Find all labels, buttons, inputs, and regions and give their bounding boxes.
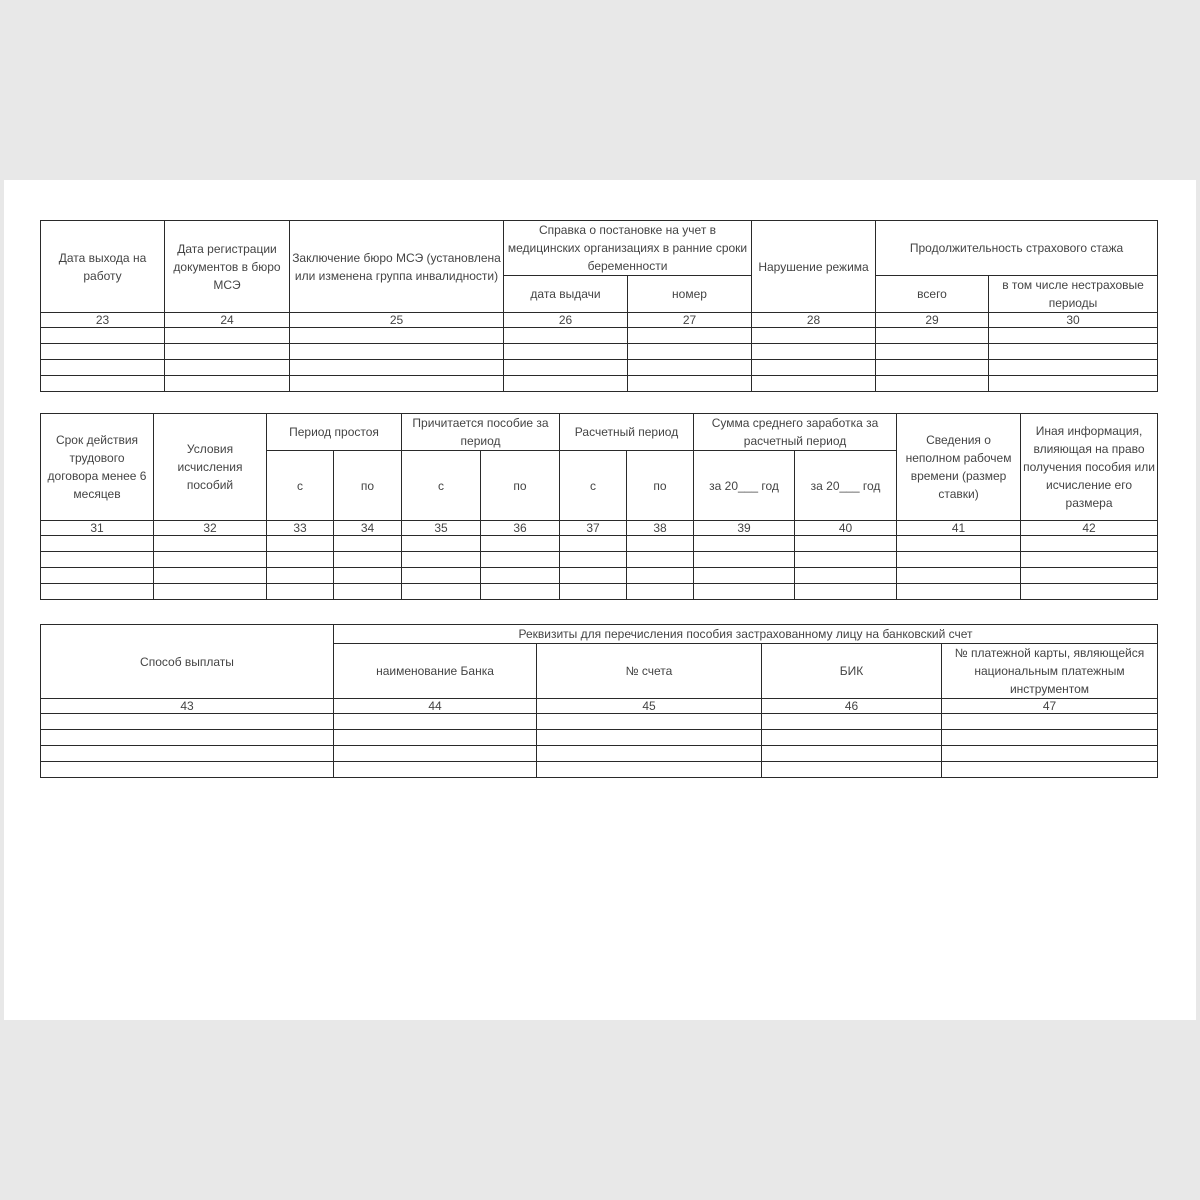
entry-cell[interactable] (290, 360, 504, 376)
entry-cell[interactable] (989, 344, 1158, 360)
column-number: 29 (876, 313, 989, 328)
header-mse-registration-date: Дата регистрации документов в бюро МСЭ (165, 221, 290, 313)
entry-cell[interactable] (795, 568, 897, 584)
column-number: 27 (628, 313, 752, 328)
entry-cell[interactable] (154, 536, 267, 552)
entry-cell[interactable] (481, 536, 560, 552)
entry-cell[interactable] (876, 328, 989, 344)
entry-cell[interactable] (694, 584, 795, 600)
header-mse-conclusion: Заключение бюро МСЭ (установлена или изменена группа инвалидности) (290, 221, 504, 313)
entry-cell[interactable] (41, 584, 154, 600)
entry-cell[interactable] (481, 552, 560, 568)
entry-cell[interactable] (334, 730, 537, 746)
entry-row (41, 360, 1158, 376)
column-number: 28 (752, 313, 876, 328)
entry-cell[interactable] (560, 584, 627, 600)
entry-cell[interactable] (627, 536, 694, 552)
entry-cell[interactable] (402, 568, 481, 584)
column-number: 45 (537, 699, 762, 714)
column-number: 42 (1021, 521, 1158, 536)
column-number: 23 (41, 313, 165, 328)
column-number-row (41, 699, 1158, 714)
entry-cell[interactable] (795, 552, 897, 568)
header-bank-name: наименование Банка (334, 644, 537, 699)
entry-row (41, 730, 1158, 746)
entry-cell[interactable] (504, 360, 628, 376)
entry-cell[interactable] (334, 568, 402, 584)
entry-row (41, 714, 1158, 730)
header-from: с (267, 451, 334, 521)
entry-cell[interactable] (989, 376, 1158, 392)
entry-cell[interactable] (628, 344, 752, 360)
column-number: 32 (154, 521, 267, 536)
entry-cell[interactable] (41, 746, 334, 762)
column-number: 40 (795, 521, 897, 536)
entry-cell[interactable] (897, 568, 1021, 584)
entry-cell[interactable] (290, 328, 504, 344)
entry-cell[interactable] (876, 360, 989, 376)
entry-cell[interactable] (989, 328, 1158, 344)
entry-cell[interactable] (762, 762, 942, 778)
entry-cell[interactable] (897, 552, 1021, 568)
entry-cell[interactable] (41, 730, 334, 746)
entry-cell[interactable] (290, 344, 504, 360)
entry-cell[interactable] (537, 714, 762, 730)
header-return-date: Дата выхода на работу (41, 221, 165, 313)
entry-cell[interactable] (165, 360, 290, 376)
entry-cell[interactable] (942, 730, 1158, 746)
header-calculation-conditions: Условия исчисления пособий (154, 414, 267, 521)
column-number: 25 (290, 313, 504, 328)
header-from: с (402, 451, 481, 521)
entry-cell[interactable] (627, 584, 694, 600)
entry-cell[interactable] (537, 730, 762, 746)
entry-cell[interactable] (876, 376, 989, 392)
entry-cell[interactable] (628, 376, 752, 392)
header-certificate-number: номер (628, 276, 752, 313)
header-account-number: № счета (537, 644, 762, 699)
column-number: 44 (334, 699, 537, 714)
header-total: всего (876, 276, 989, 313)
header-issue-date: дата выдачи (504, 276, 628, 313)
entry-cell[interactable] (334, 536, 402, 552)
entry-cell[interactable] (1021, 568, 1158, 584)
table-payment-details (40, 624, 1158, 778)
entry-cell[interactable] (752, 328, 876, 344)
entry-cell[interactable] (165, 376, 290, 392)
column-number: 34 (334, 521, 402, 536)
entry-cell[interactable] (41, 714, 334, 730)
entry-cell[interactable] (41, 762, 334, 778)
entry-cell[interactable] (897, 536, 1021, 552)
header-pregnancy-certificate: Справка о постановке на учет в медицинских организациях в ранние сроки беременности (504, 221, 752, 276)
entry-cell[interactable] (762, 730, 942, 746)
entry-cell[interactable] (1021, 552, 1158, 568)
entry-cell[interactable] (560, 552, 627, 568)
entry-cell[interactable] (267, 536, 334, 552)
entry-cell[interactable] (628, 328, 752, 344)
entry-row (41, 762, 1158, 778)
entry-cell[interactable] (41, 360, 165, 376)
entry-cell[interactable] (752, 360, 876, 376)
entry-cell[interactable] (334, 762, 537, 778)
entry-cell[interactable] (752, 344, 876, 360)
entry-cell[interactable] (481, 568, 560, 584)
entry-cell[interactable] (876, 344, 989, 360)
entry-cell[interactable] (694, 536, 795, 552)
entry-cell[interactable] (402, 536, 481, 552)
entry-cell[interactable] (334, 552, 402, 568)
column-number-row (41, 521, 1158, 536)
column-number: 24 (165, 313, 290, 328)
header-regime-violation: Нарушение режима (752, 221, 876, 313)
entry-cell[interactable] (694, 568, 795, 584)
entry-row (41, 376, 1158, 392)
column-number: 31 (41, 521, 154, 536)
entry-cell[interactable] (41, 344, 165, 360)
entry-row (41, 584, 1158, 600)
header-to: по (334, 451, 402, 521)
entry-cell[interactable] (989, 360, 1158, 376)
column-number: 35 (402, 521, 481, 536)
entry-cell[interactable] (402, 584, 481, 600)
entry-cell[interactable] (795, 536, 897, 552)
column-number: 26 (504, 313, 628, 328)
entry-row (41, 552, 1158, 568)
entry-cell[interactable] (504, 328, 628, 344)
column-number: 36 (481, 521, 560, 536)
column-number: 47 (942, 699, 1158, 714)
entry-cell[interactable] (154, 568, 267, 584)
entry-cell[interactable] (41, 536, 154, 552)
entry-cell[interactable] (694, 552, 795, 568)
entry-cell[interactable] (165, 344, 290, 360)
entry-cell[interactable] (752, 376, 876, 392)
entry-cell[interactable] (481, 584, 560, 600)
header-card-number: № платежной карты, являющейся национальным платежным инструментом (942, 644, 1158, 699)
entry-cell[interactable] (762, 746, 942, 762)
entry-cell[interactable] (795, 584, 897, 600)
header-bank-details: Реквизиты для перечисления пособия застрахованному лицу на банковский счет (334, 625, 1158, 644)
entry-row (41, 328, 1158, 344)
entry-cell[interactable] (334, 584, 402, 600)
header-other-info: Иная информация, влияющая на право получения пособия или исчисление его размера (1021, 414, 1158, 521)
header-contract-term: Срок действия трудового договора менее 6 месяцев (41, 414, 154, 521)
column-number: 37 (560, 521, 627, 536)
column-number: 46 (762, 699, 942, 714)
entry-cell[interactable] (628, 360, 752, 376)
header-average-earnings: Сумма среднего заработка за расчетный период (694, 414, 897, 451)
header-to: по (481, 451, 560, 521)
entry-cell[interactable] (267, 568, 334, 584)
entry-cell[interactable] (504, 344, 628, 360)
entry-row (41, 536, 1158, 552)
entry-cell[interactable] (41, 552, 154, 568)
column-number: 33 (267, 521, 334, 536)
column-number: 43 (41, 699, 334, 714)
header-year: за 20___ год (694, 451, 795, 521)
table-benefit-calculation (40, 413, 1158, 600)
entry-row (41, 568, 1158, 584)
entry-cell[interactable] (41, 568, 154, 584)
entry-cell[interactable] (41, 376, 165, 392)
entry-cell[interactable] (402, 552, 481, 568)
header-part-time-info: Сведения о неполном рабочем времени (размер ставки) (897, 414, 1021, 521)
entry-cell[interactable] (154, 584, 267, 600)
header-downtime-period: Период простоя (267, 414, 402, 451)
entry-cell[interactable] (267, 584, 334, 600)
entry-cell[interactable] (627, 552, 694, 568)
header-benefit-due-period: Причитается пособие за период (402, 414, 560, 451)
entry-cell[interactable] (560, 568, 627, 584)
header-year: за 20___ год (795, 451, 897, 521)
entry-row (41, 746, 1158, 762)
table-return-to-work (40, 220, 1158, 392)
header-bik: БИК (762, 644, 942, 699)
entry-cell[interactable] (537, 762, 762, 778)
header-payment-method: Способ выплаты (41, 625, 334, 699)
column-number: 30 (989, 313, 1158, 328)
column-number-row (41, 313, 1158, 328)
header-non-insurance-periods: в том числе нестраховые периоды (989, 276, 1158, 313)
header-from: с (560, 451, 627, 521)
entry-cell[interactable] (267, 552, 334, 568)
entry-cell[interactable] (504, 376, 628, 392)
header-to: по (627, 451, 694, 521)
entry-cell[interactable] (290, 376, 504, 392)
entry-cell[interactable] (762, 714, 942, 730)
entry-row (41, 344, 1158, 360)
header-calculation-period: Расчетный период (560, 414, 694, 451)
entry-cell[interactable] (897, 584, 1021, 600)
entry-cell[interactable] (942, 714, 1158, 730)
entry-cell[interactable] (154, 552, 267, 568)
entry-cell[interactable] (942, 746, 1158, 762)
entry-cell[interactable] (537, 746, 762, 762)
column-number: 38 (627, 521, 694, 536)
column-number: 41 (897, 521, 1021, 536)
entry-cell[interactable] (334, 714, 537, 730)
entry-cell[interactable] (41, 328, 165, 344)
entry-cell[interactable] (1021, 584, 1158, 600)
header-insurance-duration: Продолжительность страхового стажа (876, 221, 1158, 276)
column-number: 39 (694, 521, 795, 536)
entry-cell[interactable] (1021, 536, 1158, 552)
entry-cell[interactable] (334, 746, 537, 762)
entry-cell[interactable] (627, 568, 694, 584)
entry-cell[interactable] (165, 328, 290, 344)
entry-cell[interactable] (560, 536, 627, 552)
entry-cell[interactable] (942, 762, 1158, 778)
